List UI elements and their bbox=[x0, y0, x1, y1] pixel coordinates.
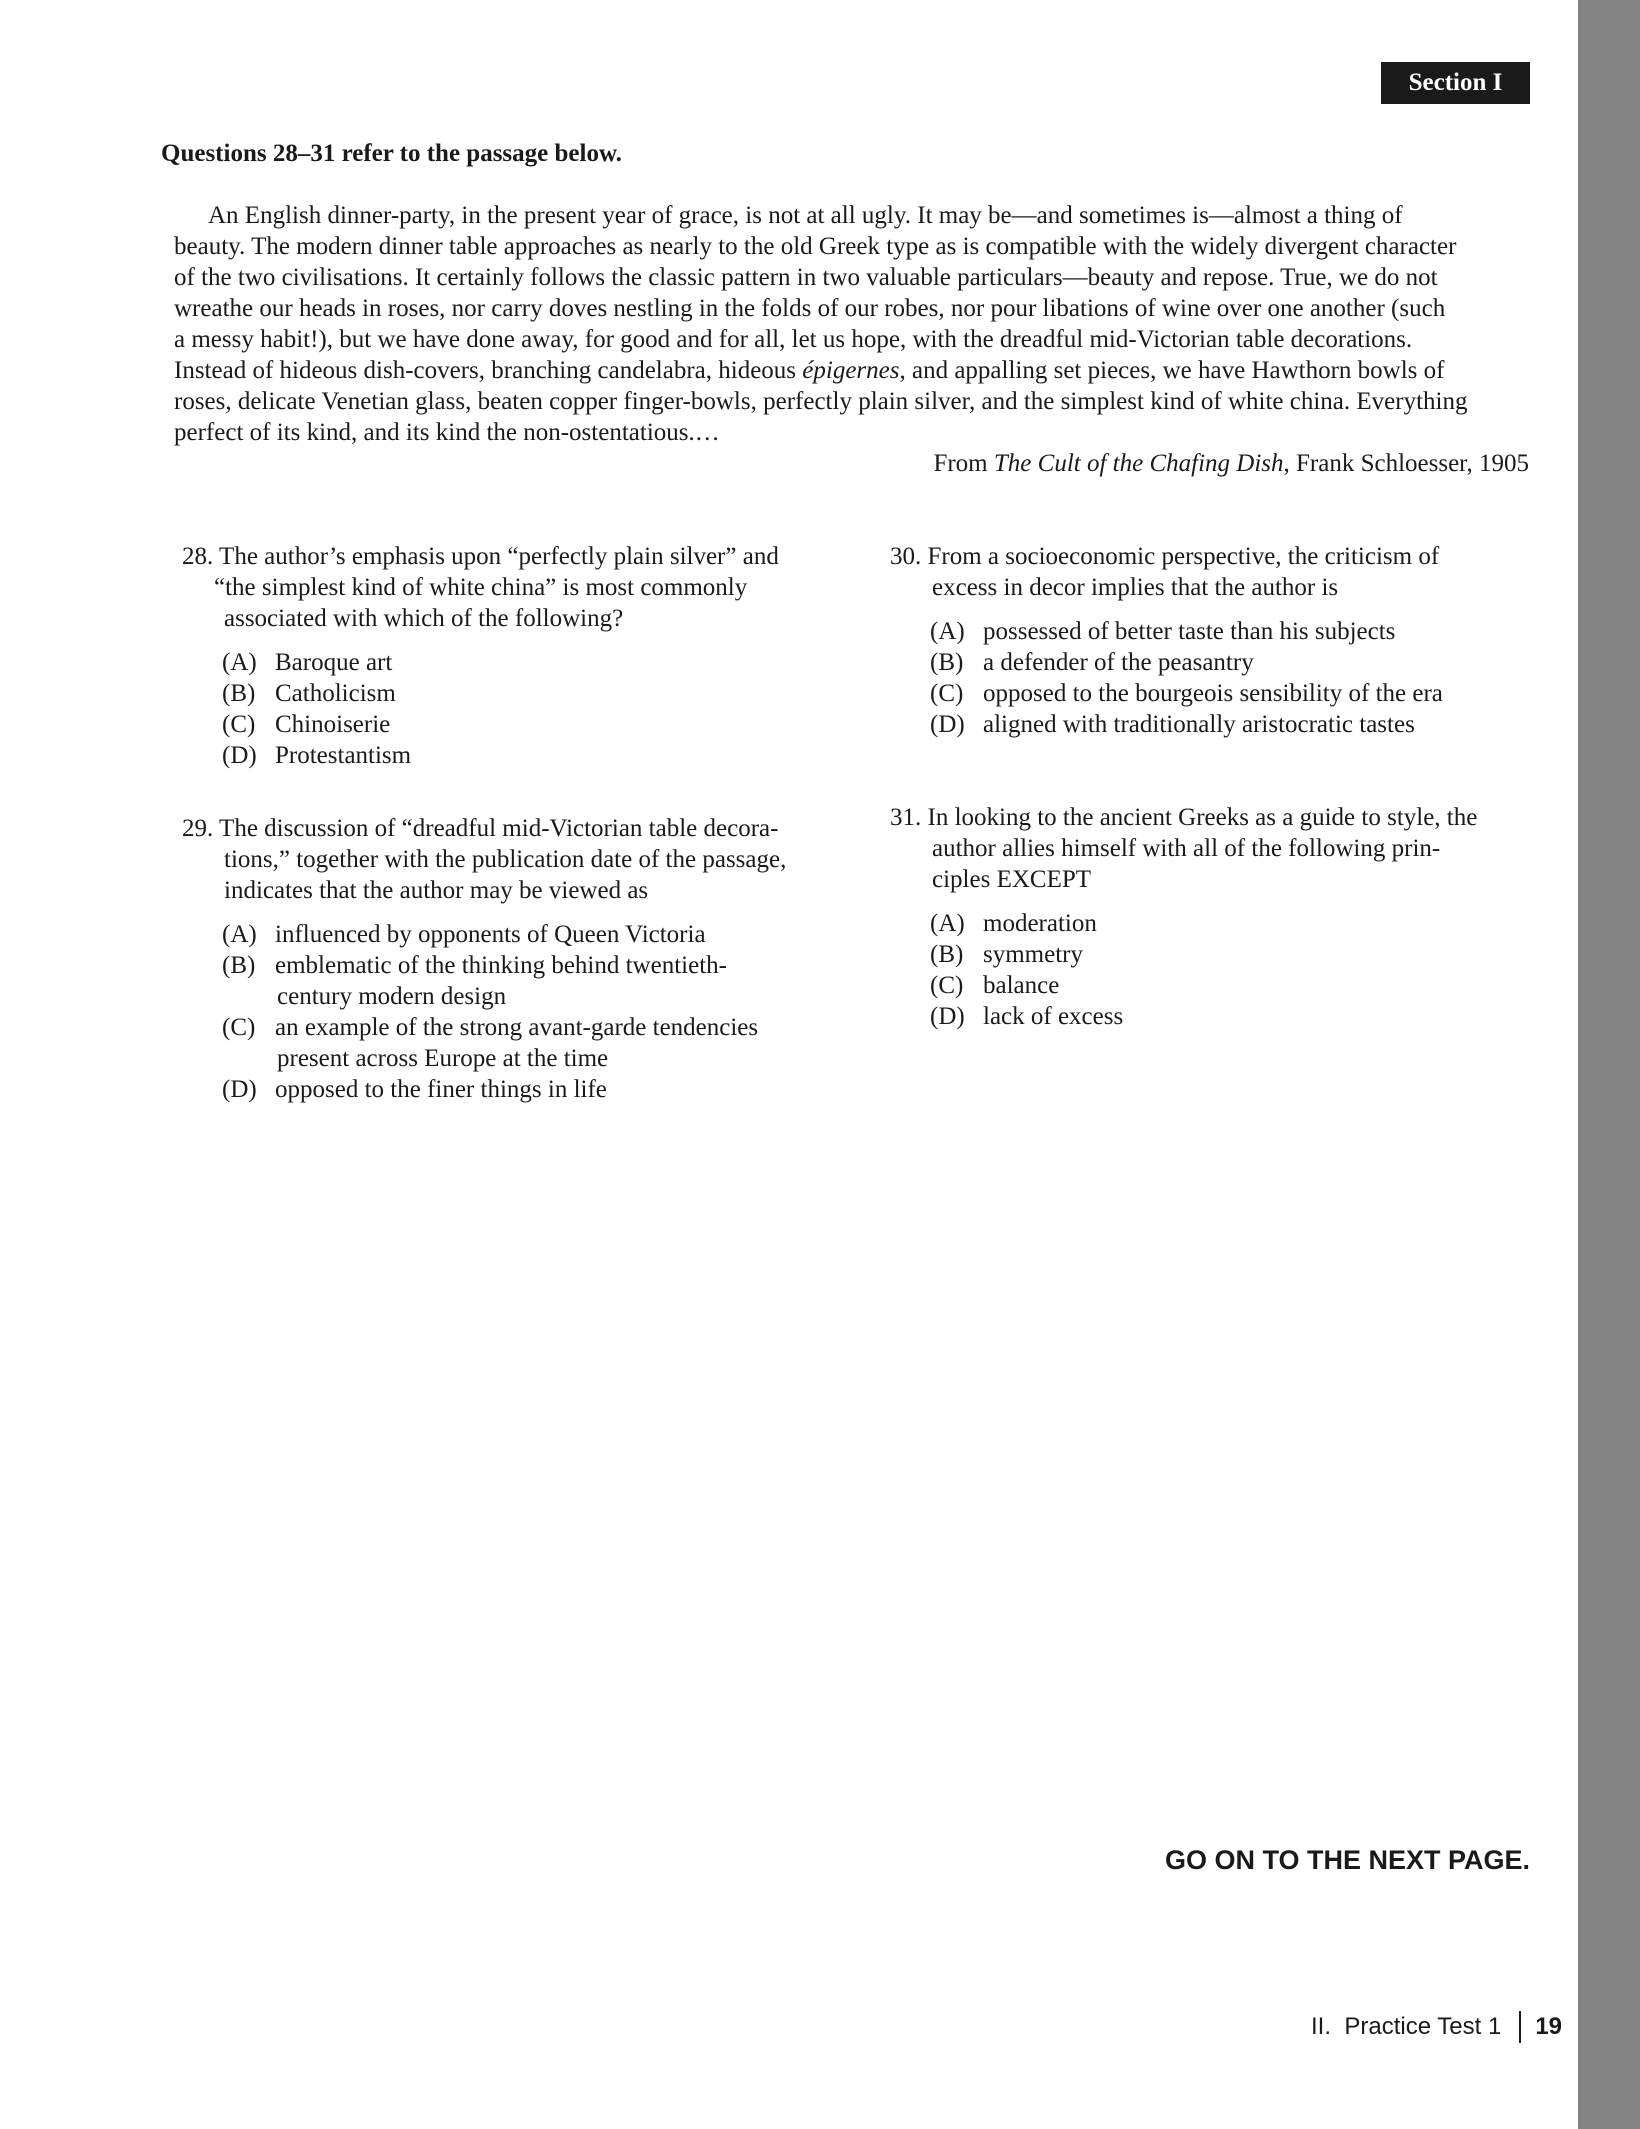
passage-source bbox=[933, 450, 1529, 478]
question-30 bbox=[890, 541, 1530, 740]
question-stem-line: indicates that the author may be viewed as bbox=[224, 877, 649, 904]
question-28 bbox=[182, 541, 822, 771]
choice-text: balance bbox=[983, 972, 1060, 999]
answer-choice[interactable] bbox=[222, 709, 822, 740]
choice-letter: (A) bbox=[222, 649, 257, 676]
choice-letter: (B) bbox=[930, 941, 964, 968]
answer-choices bbox=[890, 908, 1530, 1032]
question-stem-line: 29. The discussion of “dreadful mid-Victorian table decora- bbox=[182, 815, 779, 842]
question-stem-line: 28. The author’s emphasis upon “perfectly plain silver” and bbox=[182, 543, 779, 570]
answer-choice[interactable] bbox=[930, 908, 1530, 939]
choice-text: possessed of better taste than his subjects bbox=[983, 618, 1396, 645]
answer-choice[interactable] bbox=[222, 1074, 822, 1105]
questions-intro: Questions 28–31 refer to the passage below. bbox=[161, 140, 622, 167]
answer-choice[interactable] bbox=[930, 647, 1530, 678]
choice-text: Baroque art bbox=[275, 649, 393, 676]
question-stem-line: excess in decor implies that the author is bbox=[932, 574, 1339, 601]
choice-letter: (D) bbox=[222, 1076, 257, 1103]
footer-divider bbox=[1519, 2011, 1521, 2043]
question-stem-line: tions,” together with the publication date of the passage, bbox=[224, 846, 787, 873]
passage-line-tail: , and appalling set pieces, we have Hawthorn bowls of bbox=[899, 357, 1445, 384]
left-column bbox=[182, 541, 822, 1105]
question-31 bbox=[890, 802, 1530, 1032]
question-stem-line: author allies himself with all of the following prin- bbox=[932, 835, 1441, 862]
choice-letter: (D) bbox=[930, 1003, 965, 1030]
choice-text: Catholicism bbox=[275, 680, 396, 707]
choice-text: aligned with traditionally aristocratic tastes bbox=[983, 711, 1415, 738]
choice-letter: (A) bbox=[222, 921, 257, 948]
answer-choice[interactable] bbox=[222, 647, 822, 678]
choice-text-line: emblematic of the thinking behind twentieth- bbox=[275, 952, 727, 979]
page-footer bbox=[1311, 2011, 1562, 2043]
passage-line: a messy habit!), but we have done away, for good and for all, let us hope, with the dreadful mid-Victorian table decorations. bbox=[174, 326, 1413, 353]
answer-choice[interactable] bbox=[222, 919, 822, 950]
choice-letter: (B) bbox=[222, 952, 256, 979]
choice-text: opposed to the bourgeois sensibility of the era bbox=[983, 680, 1443, 707]
choice-text-continuation: present across Europe at the time bbox=[277, 1045, 609, 1072]
answer-choice[interactable] bbox=[222, 1012, 822, 1074]
passage-line-text: Instead of hideous dish-covers, branching candelabra, hideous bbox=[174, 357, 803, 384]
choice-text: a defender of the peasantry bbox=[983, 649, 1254, 676]
source-title: The Cult of the Chafing Dish bbox=[993, 450, 1284, 477]
go-on-notice: GO ON TO THE NEXT PAGE. bbox=[1164, 1845, 1530, 1875]
question-stem-line: 30. From a socioeconomic perspective, the criticism of bbox=[890, 543, 1440, 570]
question-stem-line: ciples EXCEPT bbox=[932, 866, 1092, 893]
choice-letter: (C) bbox=[930, 680, 964, 707]
choice-text: Protestantism bbox=[275, 742, 412, 769]
answer-choice[interactable] bbox=[930, 1001, 1530, 1032]
choice-text: influenced by opponents of Queen Victoria bbox=[275, 921, 706, 948]
choice-text bbox=[275, 1012, 758, 1074]
choice-letter: (B) bbox=[930, 649, 964, 676]
choice-letter: (A) bbox=[930, 618, 965, 645]
question-stem-line: 31. In looking to the ancient Greeks as a guide to style, the bbox=[890, 804, 1478, 831]
choice-text: Chinoiserie bbox=[275, 711, 391, 738]
passage-line: perfect of its kind, and its kind the non-ostentatious.… bbox=[174, 419, 720, 446]
choice-letter: (C) bbox=[222, 711, 256, 738]
answer-choice[interactable] bbox=[930, 678, 1530, 709]
answer-choice[interactable] bbox=[930, 970, 1530, 1001]
question-stem-line: “the simplest kind of white china” is most commonly bbox=[214, 574, 748, 601]
choice-letter: (D) bbox=[222, 742, 257, 769]
answer-choice[interactable] bbox=[930, 939, 1530, 970]
source-suffix: , Frank Schloesser, 1905 bbox=[1283, 450, 1529, 477]
passage-line: wreathe our heads in roses, nor carry doves nestling in the folds of our robes, nor pour libations of wine over one another (such bbox=[174, 295, 1446, 322]
page-number: 19 bbox=[1535, 2013, 1563, 2040]
passage-line: roses, delicate Venetian glass, beaten copper finger-bowls, perfectly plain silver, and the simplest kind of white china. Everything bbox=[174, 388, 1468, 415]
question-stem-line: associated with which of the following? bbox=[224, 605, 624, 632]
passage-line: An English dinner-party, in the present year of grace, is not at all ugly. It may be—and sometimes is—almost a thing of bbox=[208, 202, 1403, 229]
source-prefix: From bbox=[933, 450, 994, 477]
answer-choices bbox=[182, 647, 822, 771]
choice-letter: (C) bbox=[222, 1014, 256, 1041]
choice-text-line: an example of the strong avant-garde tendencies bbox=[275, 1014, 759, 1041]
passage-line: beauty. The modern dinner table approaches as nearly to the old Greek type as is compatible with the widely divergent character bbox=[174, 233, 1457, 260]
section-tab: Section I bbox=[1381, 62, 1530, 104]
footer-label: II. Practice Test 1 bbox=[1311, 2013, 1502, 2040]
answer-choices bbox=[890, 616, 1530, 740]
choice-text-continuation: century modern design bbox=[277, 983, 507, 1010]
choice-letter: (A) bbox=[930, 910, 965, 937]
answer-choice[interactable] bbox=[222, 678, 822, 709]
choice-text: lack of excess bbox=[983, 1003, 1124, 1030]
right-column bbox=[890, 541, 1530, 1032]
answer-choice[interactable] bbox=[222, 740, 822, 771]
choice-text bbox=[275, 950, 727, 1012]
answer-choice[interactable] bbox=[930, 616, 1530, 647]
choice-letter: (B) bbox=[222, 680, 256, 707]
page-edge-bar bbox=[1578, 0, 1640, 2129]
answer-choice[interactable] bbox=[222, 950, 822, 1012]
passage bbox=[174, 200, 1510, 448]
choice-letter: (D) bbox=[930, 711, 965, 738]
answer-choices bbox=[182, 919, 822, 1105]
choice-text: opposed to the finer things in life bbox=[275, 1076, 607, 1103]
passage-line: of the two civilisations. It certainly follows the classic pattern in two valuable particulars—beauty and repose. True, we do not bbox=[174, 264, 1438, 291]
passage-italic-word: épigernes bbox=[802, 357, 900, 384]
choice-text: symmetry bbox=[983, 941, 1083, 968]
choice-letter: (C) bbox=[930, 972, 964, 999]
answer-choice[interactable] bbox=[930, 709, 1530, 740]
choice-text: moderation bbox=[983, 910, 1097, 937]
question-29 bbox=[182, 813, 822, 1105]
passage-line bbox=[174, 355, 1510, 386]
